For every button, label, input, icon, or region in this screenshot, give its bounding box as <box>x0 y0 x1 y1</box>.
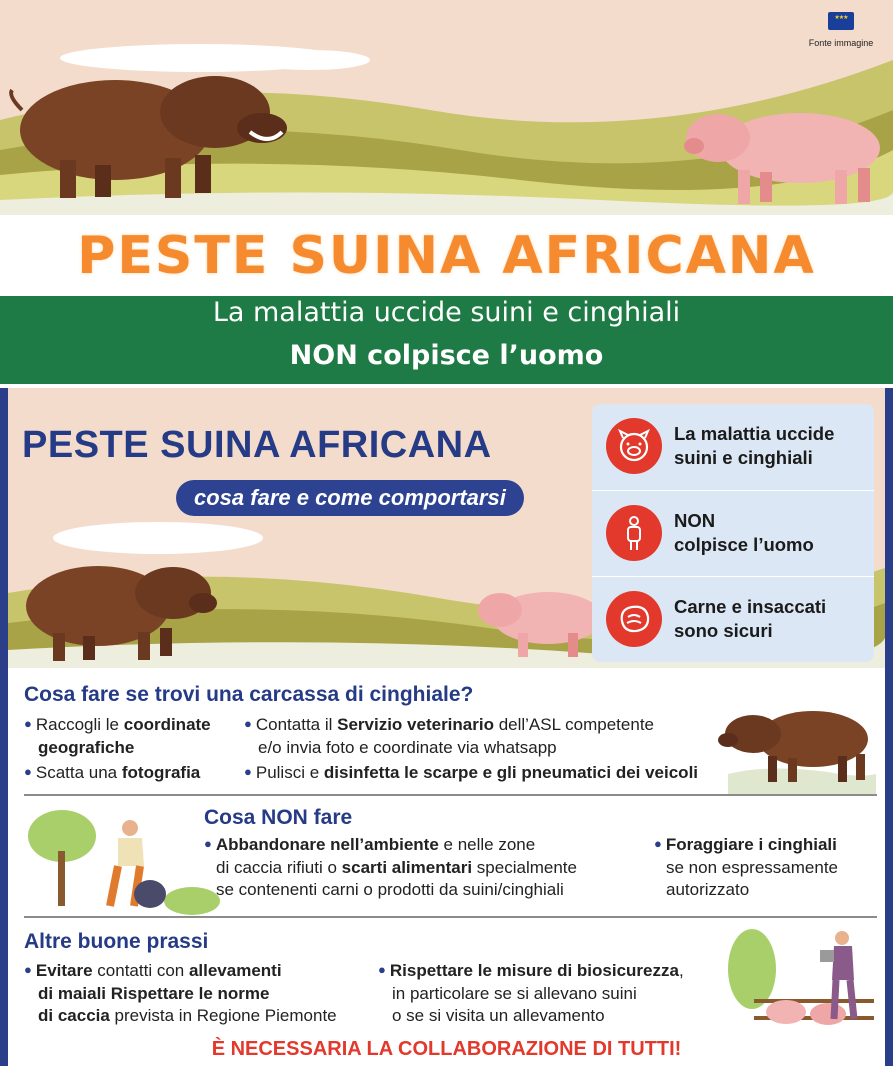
fact-item <box>592 576 874 662</box>
bullet-dot-icon: ● <box>24 716 32 731</box>
eu-flag-icon <box>828 12 854 30</box>
image-source <box>801 12 881 48</box>
boar-illustration <box>708 694 878 794</box>
banner-subtitle-line2: NON colpisce l’uomo <box>289 340 604 371</box>
bullet-dot-icon: ● <box>244 764 252 779</box>
farmer-feeding-pigs-illustration <box>724 924 884 1034</box>
divider <box>24 794 877 796</box>
fact-item <box>592 404 874 490</box>
banner-subtitle-line1: La malattia uccide suini e cinghiali <box>212 297 681 328</box>
fact-item <box>592 490 874 576</box>
key-facts-panel <box>592 404 874 662</box>
fact-line1: Carne e insaccati <box>674 596 827 617</box>
fact-line1: La malattia uccide <box>674 423 835 444</box>
dont-bullet-abandon: ● Abbandonare nell’ambiente e nelle zone di caccia rifiuti o scarti alimentari specialmente se contenenti carni o prodotti da suini/cinghiali <box>204 835 577 899</box>
carcass-bullet-contact: ● Contatta il Servizio veterinario dell’ASL competente e/o invia foto e coordinate via whatsapp <box>244 715 654 757</box>
bullet-dot-icon: ● <box>378 962 386 977</box>
top-banner <box>0 0 893 388</box>
bullet-dot-icon: ● <box>24 962 32 977</box>
person-littering-illustration <box>22 806 222 916</box>
fact-line2: colpisce l’uomo <box>674 534 814 555</box>
banner-title: PESTE SUINA AFRICANA <box>77 226 816 286</box>
dont-section-heading: Cosa NON fare <box>204 806 353 829</box>
carcass-section-heading: Cosa fare se trovi una carcassa di cinghiale? <box>24 683 474 706</box>
carcass-bullet-coordinates: ● Raccogli le coordinate geografiche <box>24 715 211 757</box>
meat-steak-icon <box>606 591 662 647</box>
bullet-dot-icon: ● <box>24 764 32 779</box>
divider <box>24 916 877 918</box>
good-bullet-biosecurity: ● Rispettare le misure di biosicurezza, in particolare se si allevano suini o se si visita un allevamento <box>378 961 684 1025</box>
good-practices-heading: Altre buone prassi <box>24 930 209 953</box>
dont-bullet-feeding: ● Foraggiare i cinghiali se non espressamente autorizzato <box>654 835 838 899</box>
infographic-subtitle: cosa fare e come comportarsi <box>176 480 524 516</box>
fact-line1: NON <box>674 510 716 531</box>
closing-message: È NECESSARIA LA COLLABORAZIONE DI TUTTI! <box>211 1038 682 1060</box>
bullet-dot-icon: ● <box>244 716 252 731</box>
banner-subtitle-band <box>0 296 893 384</box>
pig-face-icon <box>606 418 662 474</box>
landscape-illustration <box>0 0 893 215</box>
person-icon <box>606 505 662 561</box>
bullet-dot-icon: ● <box>204 836 212 851</box>
bullet-dot-icon: ● <box>654 836 662 851</box>
fact-line2: suini e cinghiali <box>674 447 813 468</box>
infographic <box>0 388 893 1066</box>
image-source-caption: Fonte immagine <box>808 38 874 48</box>
carcass-bullet-disinfect: ● Pulisci e disinfetta le scarpe e gli pneumatici dei veicoli <box>244 763 699 782</box>
fact-line2: sono sicuri <box>674 620 773 641</box>
infographic-title: PESTE SUINA AFRICANA <box>22 424 492 466</box>
good-bullet-avoid-contacts: ● Evitare contatti con allevamenti di maiali Rispettare le norme di caccia prevista in Regione Piemonte <box>24 961 337 1025</box>
carcass-bullet-photo: ● Scatta una fotografia <box>24 763 201 782</box>
